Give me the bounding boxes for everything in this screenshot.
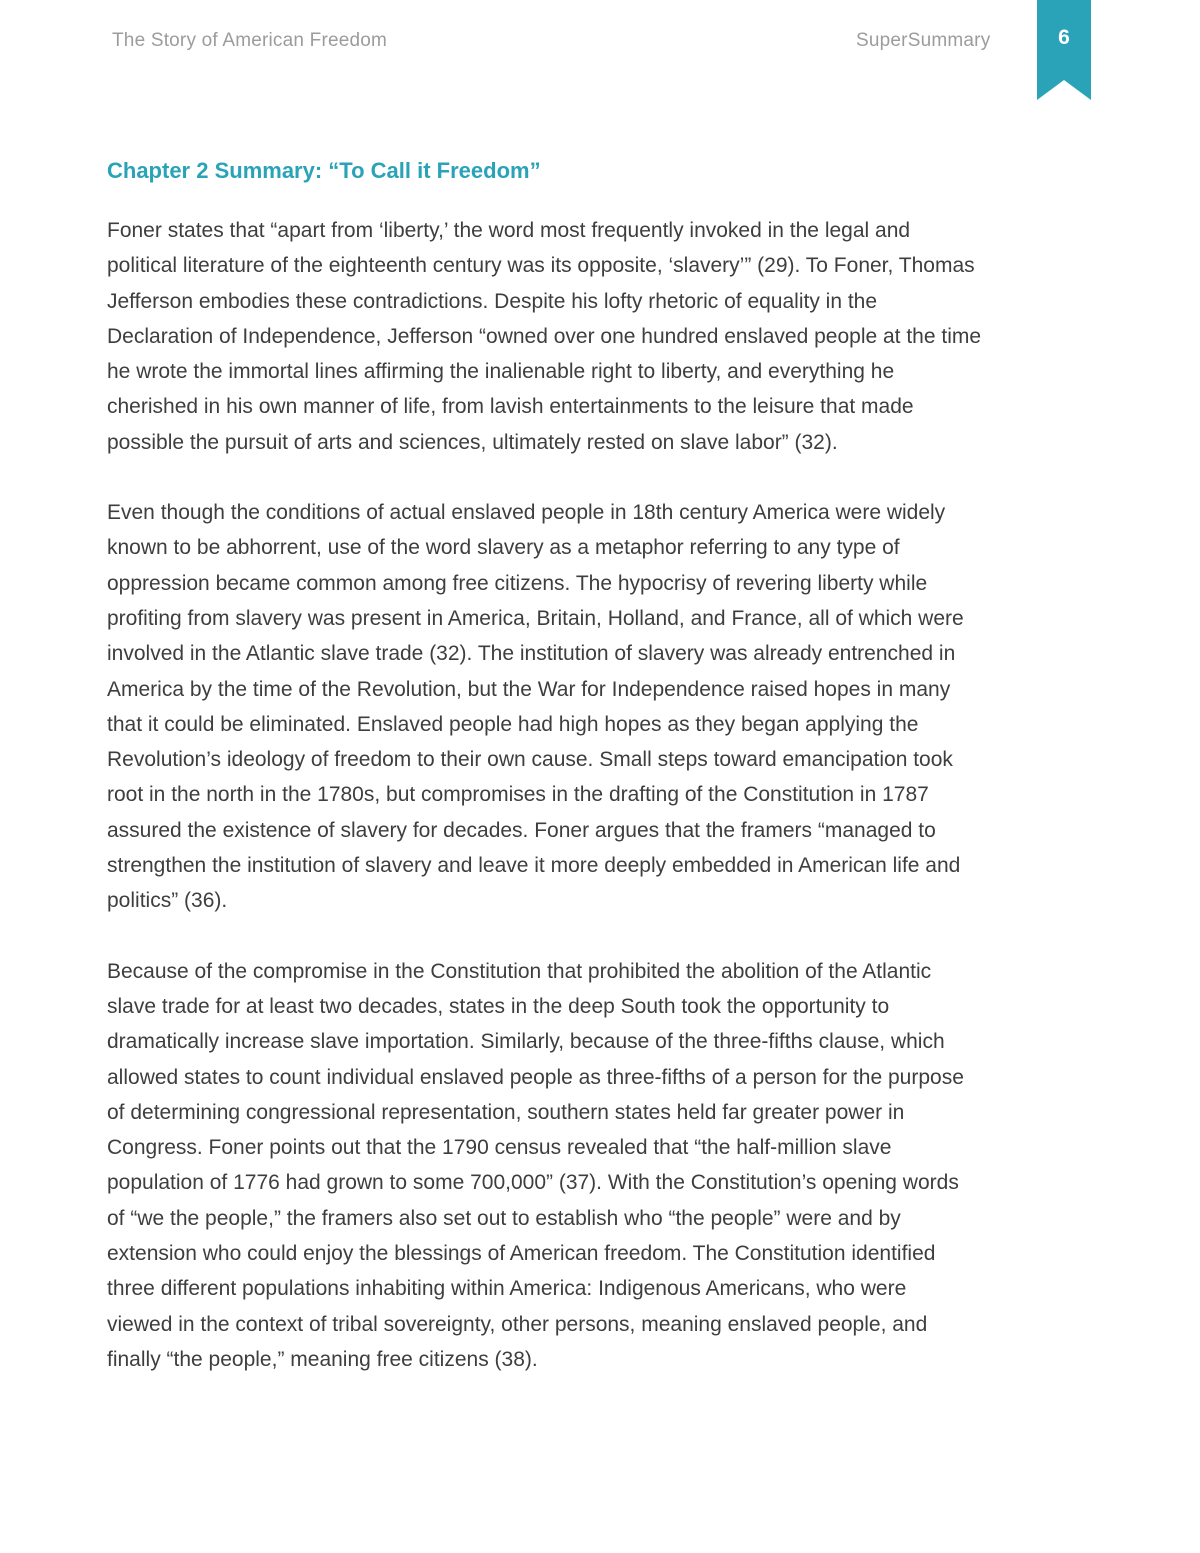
text-line: Foner states that “apart from ‘liberty,’ the word most frequently invoked in the legal and (107, 219, 911, 242)
paragraph (107, 954, 1102, 1378)
text-line: dramatically increase slave importation. Similarly, because of the three-fifths clause, which (107, 1030, 945, 1054)
publisher-name: SuperSummary (856, 30, 991, 51)
text-line: Declaration of Independence, Jefferson “owned over one hundred enslaved people at the time (107, 324, 982, 348)
text-line: Congress. Foner points out that the 1790 census revealed that “the half-million slave (107, 1136, 892, 1160)
ribbon-shape (1037, 0, 1091, 100)
text-line: root in the north in the 1780s, but compromises in the drafting of the Constitution in 1787 (107, 783, 929, 807)
text-line: oppression became common among free citizens. The hypocrisy of revering liberty while (107, 571, 928, 595)
text-line: extension who could enjoy the blessings of American freedom. The Constitution identified (107, 1242, 936, 1266)
text-line: three different populations inhabiting within America: Indigenous Americans, who were (107, 1277, 907, 1301)
text-line: of determining congressional representation, southern states held far greater power in (107, 1100, 905, 1124)
paragraph (107, 213, 1102, 460)
text-line: population of 1776 had grown to some 700,000” (37). With the Constitution’s opening words (107, 1171, 959, 1195)
text-line: Revolution’s ideology of freedom to their own cause. Small steps toward emancipation took (107, 748, 953, 772)
text-line: politics” (36). (107, 889, 228, 913)
chapter-title: Chapter 2 Summary: “To Call it Freedom” (107, 158, 541, 183)
page-number-ribbon (1037, 0, 1091, 100)
text-line: cherished in his own manner of life, from lavish entertainments to the leisure that made (107, 395, 914, 419)
text-line: political literature of the eighteenth century was its opposite, ‘slavery’” (29). To Foner, Thomas (107, 254, 975, 278)
text-line: known to be abhorrent, use of the word slavery as a metaphor referring to any type of (107, 536, 900, 560)
text-line: finally “the people,” meaning free citizens (38). (107, 1347, 538, 1371)
text-line: strengthen the institution of slavery and leave it more deeply embedded in American life and (107, 854, 961, 878)
text-line: profiting from slavery was present in America, Britain, Holland, and France, all of which were (107, 606, 964, 630)
text-line: Even though the conditions of actual enslaved people in 18th century America were widely (107, 501, 946, 525)
text-line: slave trade for at least two decades, states in the deep South took the opportunity to (107, 994, 890, 1018)
page-number: 6 (1058, 26, 1070, 49)
text-line: viewed in the context of tribal sovereignty, other persons, meaning enslaved people, and (107, 1312, 928, 1336)
text-line: that it could be eliminated. Enslaved people had high hopes as they began applying the (107, 712, 919, 736)
text-line: involved in the Atlantic slave trade (32). The institution of slavery was already entrenched in (107, 642, 956, 666)
book-title: The Story of American Freedom (112, 30, 388, 51)
body-text (107, 213, 1102, 1412)
text-line: Because of the compromise in the Constitution that prohibited the abolition of the Atlantic (107, 959, 932, 983)
text-line: possible the pursuit of arts and sciences, ultimately rested on slave labor” (32). (107, 430, 838, 454)
text-line: assured the existence of slavery for decades. Foner argues that the framers “managed to (107, 818, 936, 842)
paragraph (107, 495, 1102, 919)
text-line: he wrote the immortal lines affirming the inalienable right to liberty, and everything he (107, 360, 895, 384)
text-line: of “we the people,” the framers also set out to establish who “the people” were and by (107, 1206, 901, 1230)
text-line: Jefferson embodies these contradictions. Despite his lofty rhetoric of equality in the (107, 289, 878, 313)
text-line: America by the time of the Revolution, but the War for Independence raised hopes in many (107, 677, 951, 701)
text-line: allowed states to count individual enslaved people as three-fifths of a person for the purpose (107, 1065, 964, 1089)
